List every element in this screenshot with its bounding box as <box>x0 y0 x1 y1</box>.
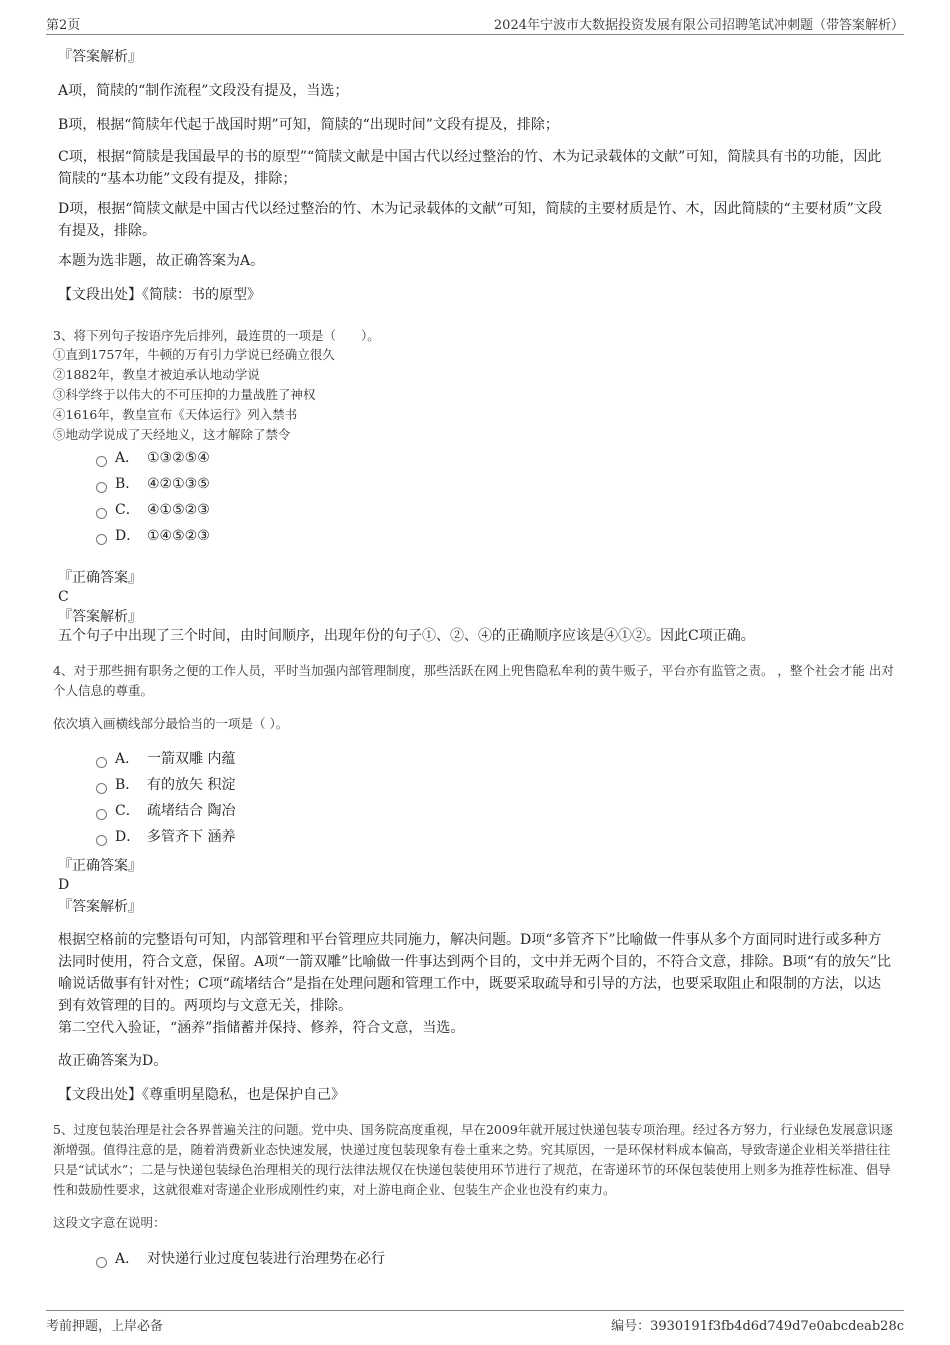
radio-icon[interactable] <box>96 783 107 794</box>
radio-icon[interactable] <box>96 1257 107 1268</box>
q4-answer-label: 『正确答案』 <box>58 858 142 874</box>
radio-icon[interactable] <box>96 757 107 768</box>
q2-analysis-a: A项，简牍的“制作流程”文段没有提及，当选； <box>58 83 349 99</box>
q3-sentence: ②1882年，教皇才被迫承认地动学说 <box>53 367 260 382</box>
q4-prompt: 依次填入画横线部分最恰当的一项是（ ）。 <box>53 716 289 731</box>
option-text: 一箭双雕 内蕴 <box>147 751 236 767</box>
q3-sentence: ④1616年，教皇宣布《天体运行》列入禁书 <box>53 407 298 422</box>
document-id: 编号：3930191f3fb4d6d749d7e0abcdeab28c <box>611 1319 904 1334</box>
q4-stem: 4、对于那些拥有职务之便的工作人员，平时当加强内部管理制度，那些活跃在网上兜售隐私牟利的黄牛贩子，平台亦有监管之责。 ，整个社会才能 出对个人信息的尊重。 <box>53 663 894 698</box>
q3-sentence: ⑤地动学说成了天经地义，这才解除了禁令 <box>53 427 291 442</box>
footer-slogan: 考前押题，上岸必备 <box>46 1319 164 1334</box>
q3-answer: C <box>58 589 69 605</box>
page-header <box>46 12 904 35</box>
q4-source: 【文段出处】《尊重明星隐私，也是保护自己》 <box>58 1087 345 1103</box>
option-text: 疏堵结合 陶冶 <box>147 803 236 819</box>
q3-analysis-label: 『答案解析』 <box>58 609 142 625</box>
option-text: 有的放矢 积淀 <box>147 777 236 793</box>
q3-option-b[interactable] <box>96 474 210 494</box>
q2-source: 【文段出处】《简牍：书的原型》 <box>58 287 261 303</box>
option-text: ①③②⑤④ <box>147 450 210 466</box>
option-letter: B． <box>115 777 140 793</box>
option-letter: D． <box>115 829 141 845</box>
option-letter: C． <box>115 803 140 819</box>
q2-analysis-label: 『答案解析』 <box>58 49 142 65</box>
page-number: 第2页 <box>46 18 81 33</box>
radio-icon[interactable] <box>96 809 107 820</box>
q2-analysis-b: B项，根据“简牍年代起于战国时期”可知，简牍的“出现时间”文段有提及，排除； <box>58 117 559 133</box>
q5-stem: 5、过度包装治理是社会各界普遍关注的问题。党中央、国务院高度重视，早在2009年就开展过快递包装专项治理。经过各方努力，行业绿色发展意识逐渐增强。值得注意的是，随着消费新业态快速发展，快递过度包装现象有卷土重来之势。究其原因，一是环保材料成本偏高，导致寄递企业相关举措往往只是“试试水”；二是与快递包装绿色治理相关的现行法律法规仅在快递包装使用环节进行了规范，在寄递环节的环保包装使用上则多为推荐性标准、倡导性和鼓励性要求，这就很难对寄递企业形成刚性约束，对上游电商企业、包装生产企业也没有约束力。 <box>53 1122 893 1197</box>
q4-option-b[interactable] <box>96 775 235 795</box>
q4-analysis-body: 根据空格前的完整语句可知，内部管理和平台管理应共同施力，解决问题。D项“多管齐下”比喻做一件事从多个方面同时进行或多种方法同时使用，符合文意，保留。A项“一箭双雕”比喻做一件事达到两个目的，文中并无两个目的，不符合文意，排除。B项“有的放矢”比喻说话做事有针对性；C项“疏堵结合”是指在处理问题和管理工作中，既要采取疏导和引导的方法，也要采取阻止和限制的方法，以达到有效管理的目的。两项均与文意无关，排除。 <box>58 932 892 1014</box>
radio-icon[interactable] <box>96 835 107 846</box>
q3-option-a[interactable] <box>96 448 210 468</box>
q3-analysis: 五个句子中出现了三个时间，由时间顺序，出现年份的句子①、②、④的正确顺序应该是④①②。因此C项正确。 <box>58 628 755 644</box>
option-text: 多管齐下 涵养 <box>147 829 236 845</box>
q4-answer: D <box>58 877 70 893</box>
option-text: ④②①③⑤ <box>147 476 210 492</box>
option-letter: D． <box>115 528 141 544</box>
q4-option-d[interactable] <box>96 827 235 847</box>
q2-conclusion: 本题为选非题，故正确答案为A。 <box>58 253 265 269</box>
radio-icon[interactable] <box>96 482 107 493</box>
q4-option-c[interactable] <box>96 801 235 821</box>
q5-prompt: 这段文字意在说明： <box>53 1215 166 1230</box>
option-text: ④①⑤②③ <box>147 502 210 518</box>
q3-sentence: ③科学终于以伟大的不可压抑的力量战胜了神权 <box>53 387 316 402</box>
option-letter: C． <box>115 502 140 518</box>
option-text: ①④⑤②③ <box>147 528 210 544</box>
page-footer <box>46 1310 904 1335</box>
q5-option-a[interactable] <box>96 1249 385 1269</box>
radio-icon[interactable] <box>96 456 107 467</box>
q3-option-c[interactable] <box>96 500 210 520</box>
q4-conclusion: 故正确答案为D。 <box>58 1053 168 1069</box>
q3-stem: 3、将下列句子按语序先后排列，最连贯的一项是（ ）。 <box>53 328 380 343</box>
option-letter: A． <box>115 751 140 767</box>
option-letter: A． <box>115 450 140 466</box>
option-letter: A． <box>115 1251 140 1267</box>
option-text: 对快递行业过度包装进行治理势在必行 <box>147 1251 385 1267</box>
q2-analysis-d: D项，根据“简牍文献是中国古代以经过整治的竹、木为记录载体的文献”可知，简牍的主要材质是竹、木，因此简牍的“主要材质”文段有提及，排除。 <box>58 201 882 239</box>
radio-icon[interactable] <box>96 534 107 545</box>
option-letter: B． <box>115 476 140 492</box>
q3-option-d[interactable] <box>96 526 210 546</box>
q2-analysis-c: C项，根据“简牍是我国最早的书的原型”“简牍文献是中国古代以经过整治的竹、木为记录载体的文献”可知，简牍具有书的功能，因此简牍的“基本功能”文段有提及，排除； <box>58 149 882 187</box>
q3-sentence: ①直到1757年，牛顿的万有引力学说已经确立很久 <box>53 347 335 362</box>
q3-answer-label: 『正确答案』 <box>58 570 142 586</box>
q4-option-a[interactable] <box>96 749 235 769</box>
q4-analysis-second: 第二空代入验证，“涵养”指储蓄并保持、修养，符合文意，当选。 <box>58 1020 465 1036</box>
radio-icon[interactable] <box>96 508 107 519</box>
q4-analysis-label: 『答案解析』 <box>58 899 142 915</box>
document-title: 2024年宁波市大数据投资发展有限公司招聘笔试冲刺题（带答案解析） <box>493 18 904 33</box>
